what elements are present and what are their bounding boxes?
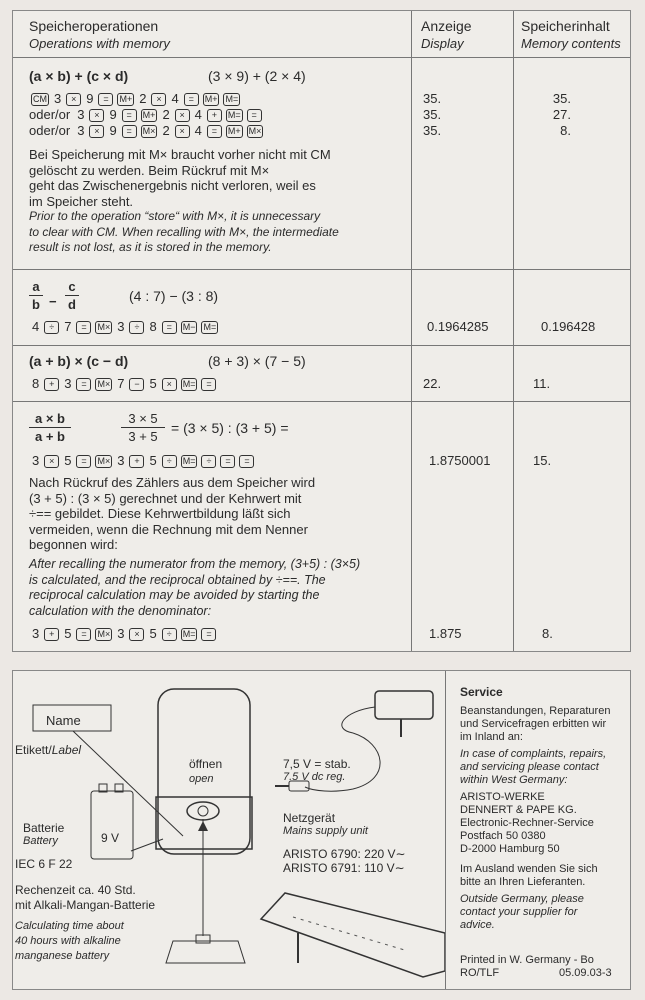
- memory-s2: 0.196428: [541, 319, 596, 334]
- minus-sign: −: [49, 294, 57, 309]
- key-icon: ×: [66, 93, 81, 106]
- digit-4: 4: [32, 319, 40, 334]
- address-line: DENNERT & PAPE KG.: [460, 804, 577, 816]
- key-icon: +: [207, 109, 222, 122]
- formula-s3: (a + b) × (c − d): [29, 353, 129, 369]
- battery: [91, 791, 133, 859]
- digit-5: 5: [149, 626, 157, 641]
- name-label: Name: [46, 713, 81, 728]
- digit-5: 5: [64, 626, 72, 641]
- note-line: calculation with the denominator:: [29, 603, 212, 618]
- note-line: result is not lost, as it is stored in the memory.: [29, 240, 272, 254]
- note-en-s1: [29, 209, 339, 256]
- digit-2: 2: [139, 91, 147, 106]
- column-divider-2: [513, 11, 514, 651]
- key-icon: M×: [248, 126, 262, 137]
- abroad-en: [460, 893, 584, 932]
- memory-s4b: 8.: [542, 626, 553, 641]
- key-icon: =: [239, 455, 254, 468]
- row-prefix: oder/or: [29, 107, 71, 122]
- code-left: RO/TLF: [460, 967, 500, 979]
- open-de: öffnen: [189, 757, 223, 771]
- example-s1: (3 × 9) + (2 × 4): [208, 68, 306, 84]
- key-icon: ×: [129, 628, 144, 641]
- key-icon: −: [129, 378, 144, 391]
- mains-en: Mains supply unit: [283, 825, 368, 837]
- service-de: [460, 705, 610, 744]
- address-line: Electronic-Rechner-Service: [460, 817, 594, 829]
- note-line: reciprocal calculation may be avoided by starting the: [29, 588, 320, 602]
- key-icon: M×: [97, 629, 111, 640]
- digit-3: 3: [54, 91, 62, 106]
- service-line: Beanstandungen, Reparaturen: [460, 705, 611, 717]
- key-icon: ×: [151, 93, 166, 106]
- digit-8: 8: [149, 319, 157, 334]
- power-supply: [375, 691, 433, 719]
- digit-5: 5: [149, 376, 157, 391]
- digit-3: 3: [117, 319, 125, 334]
- memory-value: 35.: [552, 91, 571, 106]
- example-s2: (4 : 7) − (3 : 8): [129, 288, 219, 304]
- display-s3: 22.: [423, 376, 442, 391]
- note-line: Prior to the operation “store“ with M×, it is unnecessary: [29, 209, 321, 223]
- key-icon: =: [76, 321, 91, 334]
- digit-9: 9: [86, 91, 94, 106]
- digit-7: 7: [117, 376, 125, 391]
- note-line: vermeiden, wenn die Rechnung mit dem Nenner: [29, 521, 308, 537]
- service-line: within West Germany:: [460, 774, 568, 786]
- key-icon: M=: [225, 94, 239, 105]
- digit-4: 4: [194, 123, 202, 138]
- header-display-en: Display: [421, 36, 464, 51]
- row-divider: [13, 401, 630, 402]
- key-icon: =: [184, 93, 199, 106]
- digit-2: 2: [162, 123, 170, 138]
- display-s4b: 1.875: [429, 626, 462, 641]
- note-line: begonnen wird:: [29, 537, 118, 552]
- column-divider: [445, 671, 446, 989]
- digit-3: 3: [77, 107, 85, 122]
- battery-voltage: 9 V: [101, 831, 120, 845]
- stand: [166, 941, 245, 963]
- digit-3: 3: [77, 123, 85, 138]
- digit-3: 3: [117, 453, 125, 468]
- instruction-card-bottom: [12, 670, 631, 990]
- voltage-de: 7,5 V = stab.: [283, 757, 351, 771]
- voltage-en: 7.5 V dc reg.: [283, 771, 346, 783]
- time-line: mit Alkali-Mangan-Batterie: [15, 898, 156, 912]
- time-line: 40 hours with alkaline: [15, 935, 121, 947]
- note-en-s4: [29, 557, 360, 619]
- key-icon: =: [76, 628, 91, 641]
- key-icon: =: [201, 628, 216, 641]
- key-icon: ×: [44, 455, 59, 468]
- note-line: ÷== gebildet. Diese Kehrwertbildung läßt sich: [29, 506, 291, 521]
- header-memory-en: Memory contents: [521, 36, 621, 51]
- abroad-line: Outside Germany, please: [460, 893, 584, 905]
- key-icon: ÷: [162, 455, 177, 468]
- note-line: to clear with CM. When recalling with M×, the intermediate: [29, 224, 339, 239]
- service-line: im Inland an:: [460, 731, 523, 743]
- note-line: After recalling the numerator from the memory, (3+5) : (3×5): [29, 557, 361, 571]
- note-line: (3 + 5) : (3 × 5) gerechnet und der Kehrwert mit: [29, 490, 302, 506]
- digit-3: 3: [64, 376, 72, 391]
- model-6791: ARISTO 6791: 110 V∼: [283, 861, 405, 875]
- digit-5: 5: [149, 453, 157, 468]
- column-divider-1: [411, 11, 412, 651]
- abroad-line: advice.: [460, 919, 495, 931]
- digit-3: 3: [32, 626, 40, 641]
- digit-9: 9: [109, 107, 117, 122]
- key-icon: M×: [97, 322, 111, 333]
- memory-s4a: 15.: [533, 453, 552, 468]
- display-s4a: 1.8750001: [429, 453, 491, 468]
- key-icon: M+: [119, 94, 133, 105]
- header-operations-en: Operations with memory: [29, 36, 170, 51]
- key-icon: =: [207, 125, 222, 138]
- key-icon: CM: [33, 94, 47, 105]
- key-icon: M×: [97, 379, 111, 390]
- latch-screw: [198, 806, 208, 816]
- key-icon: +: [129, 455, 144, 468]
- time-line: Rechenzeit ca. 40 Std.: [15, 883, 136, 897]
- memory-value: 8.: [560, 123, 571, 138]
- memory-s3: 11.: [533, 376, 551, 391]
- digit-5: 5: [64, 453, 72, 468]
- key-sequence-s2: [29, 319, 220, 334]
- key-icon: =: [76, 455, 91, 468]
- service-line: In case of complaints, repairs,: [460, 748, 607, 760]
- formula-s1: (a × b) + (c × d): [29, 68, 129, 84]
- fraction-axb-apb: a × b a + b: [29, 411, 71, 444]
- display-value: 35.: [423, 91, 442, 106]
- key-icon: M+: [204, 94, 218, 105]
- address-line: Postfach 50 0380: [460, 830, 546, 842]
- row-divider: [13, 345, 630, 346]
- key-icon: M×: [97, 456, 111, 467]
- key-icon: M=: [203, 322, 217, 333]
- header-operations-de: Speicheroperationen: [29, 18, 159, 34]
- key-icon: =: [122, 125, 137, 138]
- note-de-s1: [29, 147, 331, 209]
- note-line: is calculated, and the reciprocal obtained by ÷==. The: [29, 572, 326, 587]
- key-sequence-s3: [29, 376, 218, 391]
- key-icon: =: [201, 378, 216, 391]
- key-icon: ÷: [162, 628, 177, 641]
- note-line: Bei Speicherung mit M× braucht vorher nicht mit CM: [29, 147, 331, 162]
- printed-in: Printed in W. Germany - Bo: [460, 954, 594, 966]
- mains-de: Netzgerät: [283, 811, 336, 825]
- key-icon: =: [122, 109, 137, 122]
- key-icon: ÷: [129, 321, 144, 334]
- header-memory-de: Speicherinhalt: [521, 18, 610, 34]
- key-icon: ×: [89, 109, 104, 122]
- abroad-de: [460, 863, 598, 889]
- key-icon: M×: [142, 126, 156, 137]
- display-value: 35.: [423, 107, 442, 122]
- service-line: und Servicefragen erbitten wir: [460, 718, 607, 730]
- service-title: Service: [460, 685, 503, 699]
- battery-label-en: Battery: [23, 835, 58, 847]
- time-line: manganese battery: [15, 950, 110, 962]
- key-icon: ÷: [201, 455, 216, 468]
- row-divider: [13, 57, 630, 58]
- digit-9: 9: [109, 123, 117, 138]
- display-s2: 0.1964285: [427, 319, 489, 334]
- key-icon: M=: [182, 629, 196, 640]
- instruction-card-top: [12, 10, 631, 652]
- key-icon: M+: [142, 110, 156, 121]
- digit-2: 2: [162, 107, 170, 122]
- address-line: ARISTO-WERKE: [460, 791, 545, 803]
- key-sequence-s4b: [29, 626, 218, 641]
- service-address: [460, 791, 594, 856]
- note-de-s4: [29, 475, 315, 553]
- key-icon: =: [98, 93, 113, 106]
- key-icon: ×: [175, 109, 190, 122]
- abroad-line: bitte an Ihren Lieferanten.: [460, 876, 586, 888]
- example-s3: (8 + 3) × (7 − 5): [208, 353, 306, 369]
- digit-4: 4: [194, 107, 202, 122]
- digit-3: 3: [32, 453, 40, 468]
- service-en: [460, 748, 606, 787]
- note-line: gelöscht zu werden. Beim Rückruf mit M×: [29, 162, 270, 178]
- key-icon: M=: [182, 456, 196, 467]
- service-line: and servicing please contact: [460, 761, 599, 773]
- row-divider: [13, 269, 630, 270]
- key-sequence-row: [29, 91, 242, 106]
- key-sequence-row: [29, 107, 264, 122]
- label-caption: Etikett/Label: [15, 743, 82, 757]
- key-icon: ×: [162, 378, 177, 391]
- cover-latch: [187, 802, 219, 820]
- model-6790: ARISTO 6790: 220 V∼: [283, 847, 406, 861]
- note-line: geht das Zwischenergebnis nicht verloren, weil es: [29, 178, 316, 193]
- key-icon: +: [44, 628, 59, 641]
- key-icon: M=: [182, 379, 196, 390]
- time-line: Calculating time about: [15, 920, 124, 932]
- digit-4: 4: [171, 91, 179, 106]
- digit-3: 3: [117, 626, 125, 641]
- key-sequence-row: [29, 123, 265, 138]
- key-icon: ÷: [44, 321, 59, 334]
- open-en: open: [189, 773, 214, 785]
- abroad-line: contact your supplier for: [460, 906, 578, 918]
- calculator-side-view: [261, 893, 445, 977]
- digit-8: 8: [32, 376, 40, 391]
- key-icon: =: [247, 109, 262, 122]
- abroad-line: Im Ausland wenden Sie sich: [460, 863, 598, 875]
- key-icon: =: [220, 455, 235, 468]
- key-icon: ×: [89, 125, 104, 138]
- key-sequence-s4a: [29, 453, 256, 468]
- key-icon: M=: [227, 110, 241, 121]
- code-right: 05.09.03-3: [559, 967, 612, 979]
- fraction-example: 3 × 5 3 + 5: [121, 411, 165, 444]
- key-icon: ×: [175, 125, 190, 138]
- key-icon: M−: [182, 322, 196, 333]
- address-line: D-2000 Hamburg 50: [460, 843, 560, 855]
- memory-value: 27.: [552, 107, 571, 122]
- digit-7: 7: [64, 319, 72, 334]
- calc-time-de: [15, 883, 155, 913]
- equation-s4: = (3 × 5) : (3 + 5) =: [171, 420, 289, 436]
- fraction-c-d: c d: [65, 279, 79, 312]
- row-prefix: oder/or: [29, 123, 71, 138]
- fraction-a-b: a b: [29, 279, 43, 312]
- battery-type: IEC 6 F 22: [15, 857, 73, 871]
- key-icon: +: [44, 378, 59, 391]
- display-value: 35.: [423, 123, 442, 138]
- key-icon: M+: [227, 126, 241, 137]
- calc-time-en: [15, 919, 124, 964]
- note-line: im Speicher steht.: [29, 193, 134, 209]
- note-line: Nach Rückruf des Zählers aus dem Speicher wird: [29, 475, 316, 490]
- battery-label-de: Batterie: [23, 821, 65, 835]
- header-display-de: Anzeige: [421, 18, 472, 34]
- key-icon: =: [162, 321, 177, 334]
- key-icon: =: [76, 378, 91, 391]
